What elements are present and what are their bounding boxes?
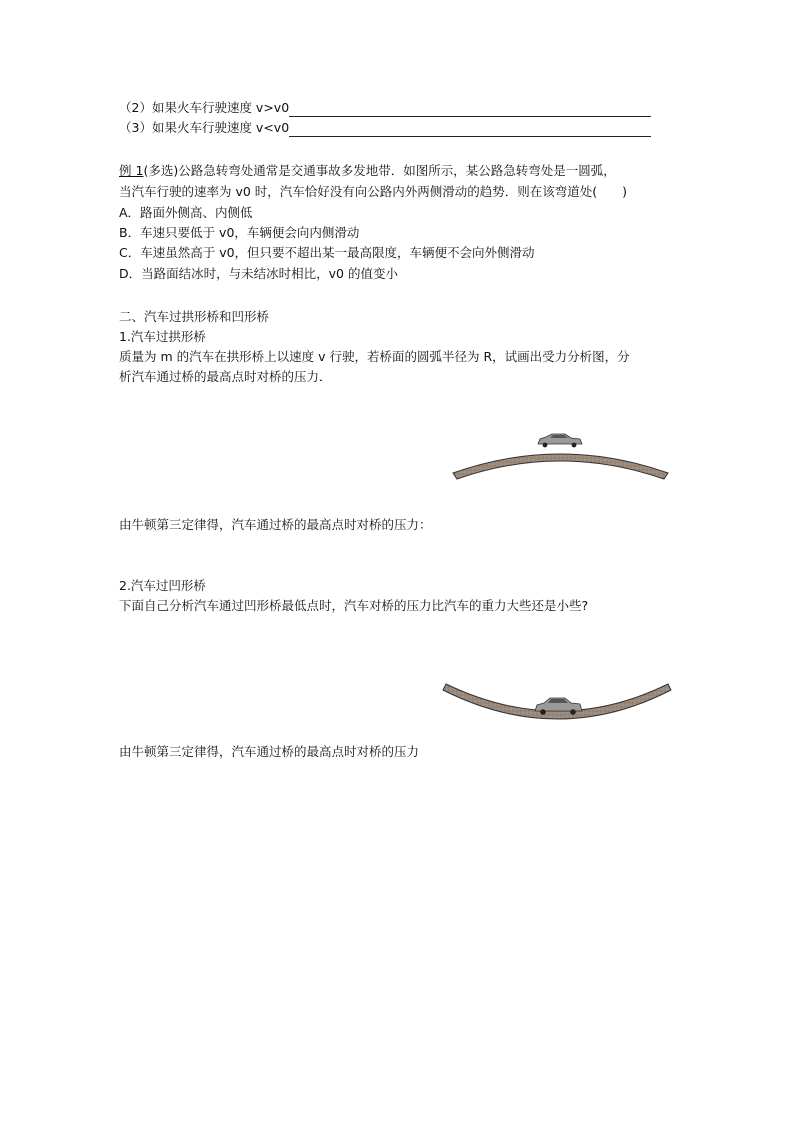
question-2: [119, 99, 651, 117]
example-1-text: (多选)公路急转弯处通常是交通事故多发地带．如图所示，某公路急转弯处是一圆弧，: [143, 163, 616, 178]
car-icon: [538, 434, 582, 447]
subsection-2-heading: 2.汽车过凹形桥: [119, 578, 206, 593]
question-3: [119, 119, 651, 137]
answer-blank-2[interactable]: [289, 102, 651, 117]
newton-statement-2: 由牛顿第三定律得，汽车通过桥的最高点时对桥的压力: [119, 744, 420, 759]
paragraph-1-line-2: 析汽车通过桥的最高点时对桥的压力．: [119, 369, 332, 384]
newton-statement-1: 由牛顿第三定律得，汽车通过桥的最高点时对桥的压力：: [119, 517, 432, 532]
subsection-1-heading: 1.汽车过拱形桥: [119, 329, 206, 344]
option-b: B．车速只要低于 v0，车辆便会向内侧滑动: [119, 225, 360, 240]
question-3-text: （3）如果火车行驶速度 v<v0: [119, 120, 290, 135]
arch-bridge-deck: [453, 454, 668, 479]
answer-blank-3[interactable]: [289, 122, 651, 137]
paragraph-2: 下面自己分析汽车通过凹形桥最低点时，汽车对桥的压力比汽车的重力大些还是小些?: [119, 598, 589, 613]
paragraph-1-line-1: 质量为 m 的汽车在拱形桥上以速度 v 行驶，若桥面的圆弧半径为 R，试画出受力分析图，分: [119, 349, 630, 364]
question-2-text: （2）如果火车行驶速度 v>v0: [119, 100, 290, 115]
arch-bridge-figure: [450, 425, 675, 485]
option-a: A．路面外侧高、内侧低: [119, 205, 253, 220]
section-2-heading: 二、汽车过拱形桥和凹形桥: [119, 309, 270, 324]
example-1-line-2: 当汽车行驶的速率为 v0 时，汽车恰好没有向公路内外两侧滑动的趋势．则在该弯道处( ): [119, 184, 628, 199]
concave-bridge-figure: [440, 678, 676, 728]
example-1-line-1: [119, 162, 616, 180]
option-c: C．车速虽然高于 v0，但只要不超出某一最高限度，车辆便不会向外侧滑动: [119, 245, 535, 260]
option-d: D．当路面结冰时，与未结冰时相比，v0 的值变小: [119, 266, 398, 281]
example-1-label: 例 1: [119, 163, 144, 178]
